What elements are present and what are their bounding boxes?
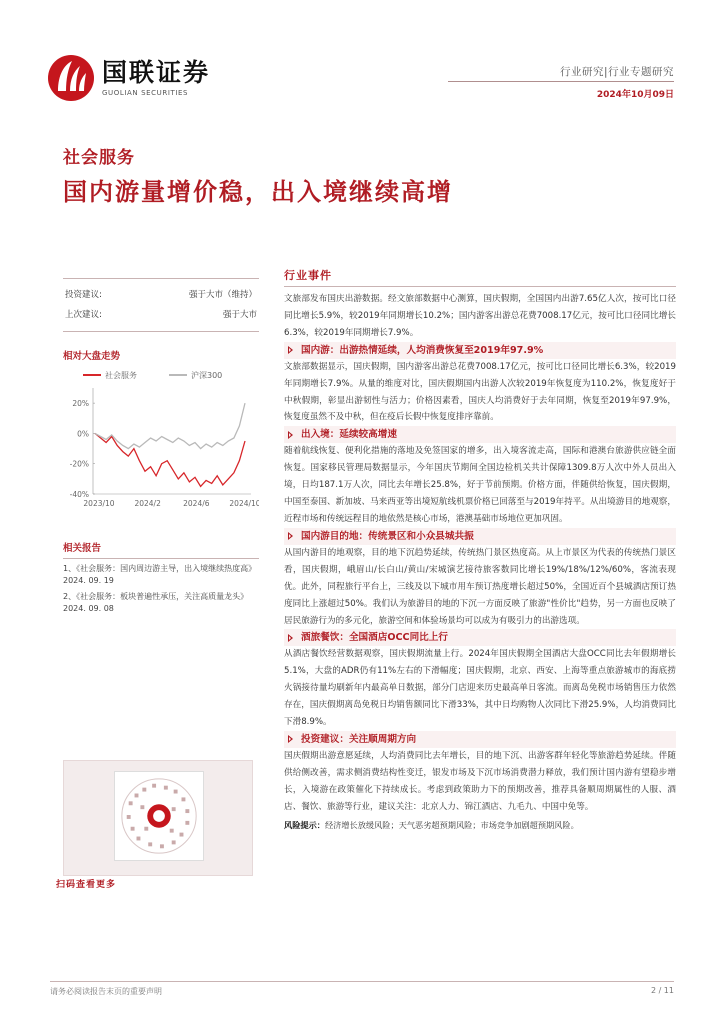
- arrow-icon: [288, 431, 293, 439]
- section-text-investment: 国庆假期出游意愿延续，人均消费同比去年增长，目的地下沉、出游客群年轻化等旅游趋势延续。伴随供给侧改善，需求侧消费结构性变迁，银发市场及下沉市场消费潜力释放，我们预计国内游有望稳步增长，入境游在政策催化下持续成长。考虑到政策助力下的预期改善，推荐具备顺周期属性的人服、酒店、餐饮、旅游等行业，建议关注：北京人力、锦江酒店、九毛九、中国中免等。: [284, 750, 676, 812]
- footer-disclaimer: 请务必阅读报告末页的重要声明: [50, 987, 162, 996]
- section-heading-domestic: 国内游：出游热情延续，人均消费恢复至2019年97.9%: [284, 342, 676, 359]
- section-title: 行业事件: [284, 267, 676, 287]
- y-tick-label: 0%: [77, 429, 89, 439]
- logo-emblem-icon: [46, 53, 96, 103]
- footer-divider: [50, 981, 674, 982]
- company-logo: [46, 52, 226, 104]
- x-tick-label: 2024/2: [134, 499, 161, 508]
- qr-caption: 扫码查看更多: [56, 880, 117, 890]
- legend-label: 沪深300: [191, 371, 223, 380]
- y-tick-label: -20%: [69, 459, 89, 469]
- prev-rating-value: 强于大市: [222, 310, 257, 320]
- page-number: 2 / 11: [650, 986, 674, 995]
- arrow-icon: [288, 532, 293, 540]
- section-text-domestic: 文旅部数据显示，国庆假期，国内游客出游总花费7008.17亿元，按可比口径同比增长6.3%，较2019年同期增长7.9%。从量的维度对比，国庆假期国内出游人次较2019年恢复度为110.2%，恢复度好于中秋假期，彰显出游韧性与活力；价格因素看，国庆人均消费好于去年同期，恢复至2019年97.9%，恢复度虽然不及中秋，但在疫后长假中恢复度排序靠前。: [284, 361, 676, 423]
- rating-box: [63, 278, 259, 332]
- y-tick-label: 20%: [72, 399, 89, 409]
- section-heading-destination: 国内游目的地：传统景区和小众县城共振: [284, 528, 676, 545]
- section-heading-investment: 投资建议：关注顺周期方向: [284, 731, 676, 748]
- arrow-icon: [288, 634, 293, 642]
- rating-value: 强于大市（维持）: [188, 290, 257, 300]
- sidebar: [63, 278, 259, 615]
- qr-code-icon[interactable]: [114, 771, 204, 861]
- risk-note: [284, 818, 676, 832]
- header-divider: [448, 81, 674, 82]
- page-title: 国内游量增价稳，出入境继续高增: [63, 178, 453, 206]
- related-report-1[interactable]: 1、《社会服务：国内周边游主导，出入境继续热度高》2024. 09. 19: [63, 564, 257, 585]
- report-type: 行业研究|行业专题研究: [559, 66, 674, 78]
- intro-paragraph: 文旅部发布国庆出游数据。经文旅部数据中心测算，国庆假期，全国国内出游7.65亿人次，按可比口径同比增长5.9%，较2019年同期增长10.2%；国内游客出游总花费7008.17亿元，按可比口径同比增长6.3%，较2019年同期增长7.9%。: [284, 294, 676, 338]
- y-tick-label: -40%: [69, 490, 89, 499]
- trend-chart: [63, 366, 259, 514]
- x-tick-label: 2024/6: [183, 499, 210, 508]
- trend-title: 相对大盘走势: [63, 351, 121, 362]
- sector-label: 社会服务: [63, 148, 135, 168]
- related-reports-title: 相关报告: [63, 540, 259, 559]
- arrow-icon: [288, 346, 293, 354]
- rating-label: 投资建议:: [65, 290, 102, 300]
- section-heading-hotel: 酒旅餐饮：全国酒店OCC同比上行: [284, 629, 676, 646]
- related-report-2[interactable]: 2、《社会服务：板块普遍性承压，关注高质量龙头》2024. 09. 08: [63, 592, 249, 613]
- x-tick-label: 2024/10: [229, 499, 259, 508]
- risk-text: 经济增长放缓风险；天气恶劣超预期风险；市场竞争加剧超预期风险。: [324, 819, 579, 830]
- risk-label: 风险提示：: [284, 819, 325, 830]
- main-content: [284, 267, 676, 832]
- section-text-outbound: 随着航线恢复、便利化措施的落地及免签国家的增多，出入境客流走高，国际和港澳台旅游供应链全面恢复。国家移民管理局数据显示，今年国庆节期间全国边检机关共计保障1309.8万人次中外人员出入境，日均187.1万人次，同比去年增长25.8%，好于节前预期。价格方面，伴随供给恢复，国庆假期，中国至泰国、新加坡、马来西亚等出境短航线机票价格已回落至与2019年持平。从出境游目的地观察，近程市场和传统远程目的地依然是核心市场，港澳基础市场地位更加巩固。: [284, 446, 676, 524]
- arrow-icon: [288, 735, 293, 743]
- report-date: 2024年10月09日: [596, 90, 674, 100]
- section-text-destination: 从国内游目的地观察，目的地下沉趋势延续，传统热门景区热度高。从上市景区为代表的传统热门景区看，国庆假期，峨眉山/长白山/黄山/宋城演艺接待旅客数同比增长19%/18%/12%/60%，客流表现优。此外，同程旅行平台上，三线及以下城市用车预订热度增长超过50%，全国近百个县城酒店预订热度同比上涨超过50%。我们认为旅游目的地的下沉一方面反映了旅游"性价比"趋势，另一方面也反映了居民旅游行为的多元化，旅游空间和体验场景均可以成为有吸引力的出游选项。: [284, 547, 676, 626]
- logo-name: 国联证券: [102, 58, 211, 87]
- trend-chart-svg: [63, 366, 259, 514]
- x-tick-label: 2023/10: [83, 499, 115, 508]
- legend-label: 社会服务: [105, 371, 137, 380]
- section-text-hotel: 从酒店餐饮经营数据观察，国庆假期流量上行。2024年国庆假期全国酒店大盘OCC同比去年假期增长5.1%，大盘的ADR仍有11%左右的下滑幅度；国庆假期，北京、西安、上海等重点旅游城市的海底捞火锅接待量均刷新年内最高单日数据，部分门店迎来历史最高单日客流。而离岛免税市场销售压力依然存在，国庆假期离岛免税日均销售额同比下滑33%，其中日均购物人次同比下滑25.9%，人均消费同比下滑8.9%。: [284, 649, 676, 728]
- qr-panel: [63, 760, 253, 876]
- prev-rating-label: 上次建议:: [65, 310, 102, 320]
- section-heading-outbound: 出入境：延续较高增速: [284, 426, 676, 443]
- series-line-2: [95, 403, 245, 449]
- logo-subtitle: GUOLIAN SECURITIES: [102, 89, 189, 97]
